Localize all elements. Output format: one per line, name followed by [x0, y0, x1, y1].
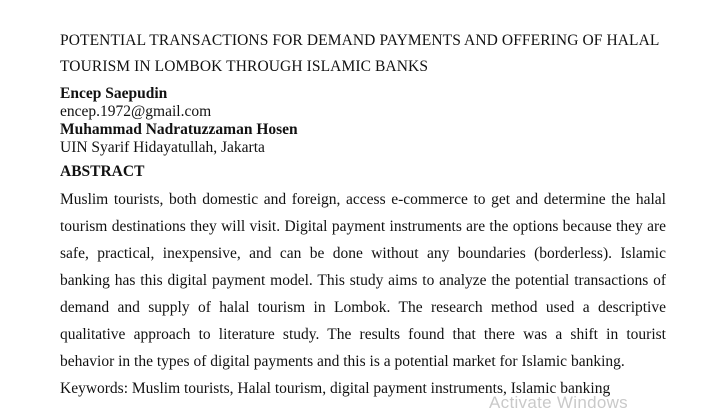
abstract-line: behavior in the types of digital payments and this is a potential market for Islamic banking. — [60, 353, 625, 370]
author-email: encep.1972@gmail.com — [60, 103, 212, 120]
abstract-body — [60, 186, 666, 375]
abstract-line: safe, practical, inexpensive, and can be done without any boundaries (borderless). Islamic — [60, 245, 666, 262]
author-name: Encep Saepudin — [60, 85, 168, 102]
abstract-line: qualitative approach to literature study. The results found that there was a shift in tourist — [60, 326, 666, 343]
abstract-line: Muslim tourists, both domestic and foreign, access e-commerce to get and determine the halal — [60, 191, 666, 208]
paper-title — [60, 28, 666, 80]
paper-title-line-2: TOURISM IN LOMBOK THROUGH ISLAMIC BANKS — [60, 58, 429, 75]
abstract-line: tourism destinations they will visit. Digital payment instruments are the options because they are — [60, 218, 666, 235]
abstract-heading: ABSTRACT — [60, 163, 145, 180]
activate-windows-watermark: Activate Windows — [489, 393, 628, 412]
author-block — [60, 85, 666, 157]
paper-title-line-1: POTENTIAL TRANSACTIONS FOR DEMAND PAYMENTS AND OFFERING OF HALAL — [60, 32, 660, 49]
author-affiliation: UIN Syarif Hidayatullah, Jakarta — [60, 139, 265, 156]
paper-page — [60, 28, 666, 402]
abstract-line: demand and supply of halal tourism in Lombok. The research method used a descriptive — [60, 299, 666, 316]
abstract-line: banking has this digital payment model. This study aims to analyze the potential transactions of — [60, 272, 666, 289]
keywords-line: Keywords: Muslim tourists, Halal tourism, digital payment instruments, Islamic banking — [60, 380, 611, 397]
author-name: Muhammad Nadratuzzaman Hosen — [60, 121, 298, 138]
